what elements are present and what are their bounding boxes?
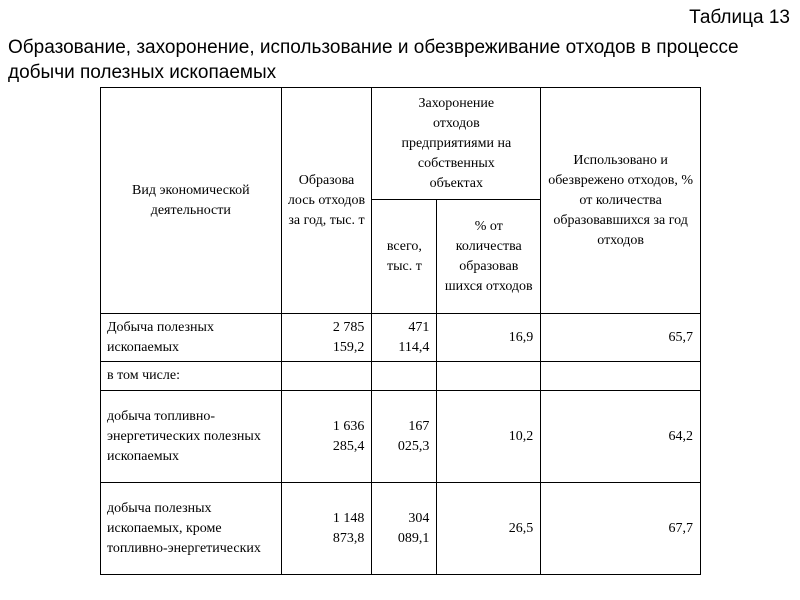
cell-used: 65,7 <box>541 314 701 362</box>
cell-burial-percent: 26,5 <box>437 483 541 575</box>
cell-formed-line1: 2 785 <box>332 319 365 335</box>
cell-formed-line2: 285,4 <box>332 438 365 454</box>
cell-burial-total-line2: 025,3 <box>397 438 430 454</box>
header-activity: Вид экономической деятельности <box>101 88 282 314</box>
row-label: в том числе: <box>101 362 282 391</box>
cell-burial-total-line1: 304 <box>408 510 430 526</box>
document-title: Образование, захоронение, использование и обезвреживание отходов в процессе добычи полезных ископаемых <box>8 37 739 83</box>
row-label: добыча топливно-энергетических полезных ископаемых <box>101 391 282 483</box>
table-number: Таблица 13 <box>689 7 790 28</box>
cell-burial-total-line2: 114,4 <box>398 339 430 355</box>
cell-empty <box>372 362 437 391</box>
header-formed: Образова лось отходов за год, тыс. т <box>281 88 372 314</box>
cell-burial-total <box>372 314 437 362</box>
cell-formed-line1: 1 148 <box>332 510 365 526</box>
row-label: добыча полезных ископаемых, кроме топливно-энергетических <box>101 483 282 575</box>
cell-formed <box>281 391 372 483</box>
cell-burial-total-line1: 167 <box>408 418 430 434</box>
header-row <box>101 88 701 200</box>
table-row <box>101 362 701 391</box>
row-label: Добыча полезных ископаемых <box>101 314 282 362</box>
cell-empty <box>541 362 701 391</box>
cell-empty <box>281 362 372 391</box>
table-row <box>101 314 701 362</box>
cell-burial-total-line2: 089,1 <box>397 530 430 546</box>
cell-formed <box>281 483 372 575</box>
table-row <box>101 391 701 483</box>
header-used: Использовано и обезврежено отходов, % от количества образовавшихся за год отходов <box>541 88 701 314</box>
cell-formed-line1: 1 636 <box>332 418 365 434</box>
header-burial-percent: % от количества образовав шихся отходов <box>437 200 541 314</box>
cell-used: 64,2 <box>541 391 701 483</box>
cell-empty <box>437 362 541 391</box>
header-burial-total: всего, тыс. т <box>372 200 437 314</box>
cell-burial-total-line1: 471 <box>408 319 430 335</box>
table-row <box>101 483 701 575</box>
cell-burial-total <box>372 483 437 575</box>
waste-table <box>100 87 701 575</box>
cell-formed-line2: 159,2 <box>332 339 365 355</box>
header-burial: Захоронение отходов предприятиями на собственных объектах <box>372 88 541 200</box>
cell-burial-total <box>372 391 437 483</box>
cell-burial-percent: 16,9 <box>437 314 541 362</box>
cell-formed <box>281 314 372 362</box>
cell-formed-line2: 873,8 <box>332 530 365 546</box>
cell-burial-percent: 10,2 <box>437 391 541 483</box>
cell-used: 67,7 <box>541 483 701 575</box>
